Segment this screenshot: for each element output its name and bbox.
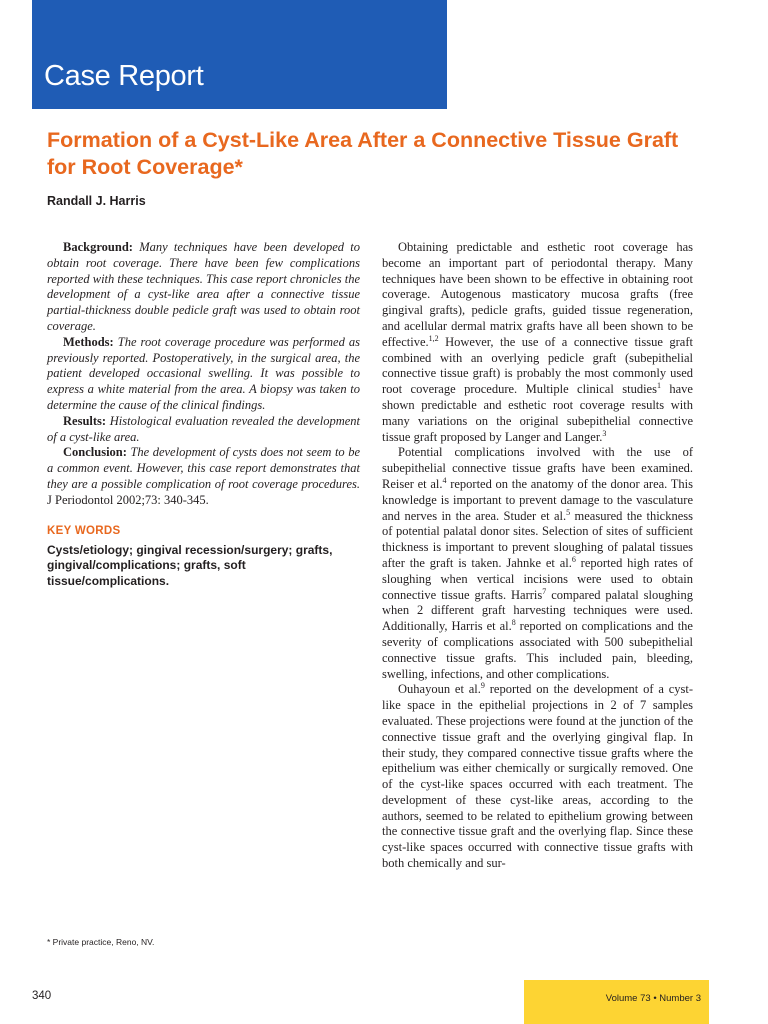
body-text: Ouhayoun et al. (398, 682, 481, 697)
volume-info: Volume 73 • Number 3 (605, 993, 701, 1004)
citation-ref: 1,2 (428, 333, 439, 343)
body-text: reported high rates of sloughing when vertical incisions were used to obtain connective tissue grafts. Harris (382, 555, 693, 602)
body-text: reported on the development of a cyst-like space in the epithelial projections in 2 of 7 samples evaluated. These projections were found at the junction of the connective tissue graft and the overlying gingival flap. In their study, they compared connective tissue grafts where the epithelium was either chemically or surgically removed. One of the cyst-like spaces occurred with each treatment. The development of these cyst-like areas, according to the authors, seemed to be related to epithelium growing between the connective tissue graft and the overlying flap. Since these cyst-like spaces occurred with connective tissue grafts with both chemically and sur- (382, 682, 693, 871)
body-text: Obtaining predictable and esthetic root coverage has become an important part of periodontal therapy. Many techniques have been shown to be effective in obtaining root coverage. Autogenous masticatory mucosa grafts (free gingival grafts), pedicle grafts, guided tissue regeneration, and acellular dermal matrix grafts have all been shown to be effective. (382, 240, 693, 349)
citation-ref: 6 (571, 554, 576, 564)
abstract-conclusion-label: Conclusion: (63, 445, 127, 460)
body-paragraph-3 (382, 682, 693, 872)
abstract-results-label: Results: (63, 413, 107, 428)
abstract-conclusion-text: The development of cysts does not seem to be a common event. However, this case report demonstrates that they are a possible complication of root coverage procedures. (47, 445, 360, 491)
body-text: reported on complications and the severity of complications associated with 500 subepithelial connective tissue grafts. This included pain, bleeding, swelling, infections, and other complications. (382, 619, 693, 681)
abstract-conclusion (47, 445, 360, 508)
abstract-results (47, 414, 360, 446)
citation-ref: 1 (656, 381, 661, 391)
article-title: Formation of a Cyst-Like Area After a Connective Tissue Graft for Root Coverage* (47, 128, 679, 179)
citation-ref: 3 (602, 428, 607, 438)
footer-band (524, 980, 709, 1024)
abstract (47, 240, 360, 509)
body-text: reported on the anatomy of the donor area. This knowledge is important to prevent damage to the vasculature and nerves in the area. Studer et al. (382, 476, 693, 523)
abstract-background-label: Background: (63, 240, 133, 254)
body-paragraph-1 (382, 240, 693, 445)
body-text: However, the use of a connective tissue graft combined with an overlying pedicle graft (subepithelial connective tissue graft) is probably the most commonly used root coverage procedure. Multiple clinical studies (382, 334, 693, 397)
keywords-list: Cysts/etiology; gingival recession/surgery; grafts, gingival/complications; grafts, soft tissue/complications. (47, 542, 333, 588)
body-text: measured the thickness of potential palatal donor sites. Selection of sites of sufficient thickness is important to prevent sloughing of palatal tissues after the graft is taken. Jahnke et al. (382, 508, 693, 570)
body-text: Potential complications involved with the use of subepithelial connective tissue grafts have been examined. Reiser et al. (382, 445, 693, 491)
citation-ref: 7 (542, 586, 547, 596)
page-number: 340 (32, 990, 52, 1002)
article-author: Randall J. Harris (47, 194, 146, 208)
abstract-background (47, 240, 360, 335)
abstract-methods-label: Methods: (63, 334, 114, 349)
section-label: Case Report (44, 60, 204, 92)
body-paragraph-2 (382, 445, 693, 682)
footnote: * Private practice, Reno, NV. (47, 937, 155, 947)
left-column (47, 240, 360, 589)
right-column (382, 240, 693, 872)
citation-ref: 5 (566, 507, 571, 517)
abstract-results-text: Histological evaluation revealed the development of a cyst-like area. (47, 413, 360, 444)
abstract-citation: J Periodontol 2002;73: 340-345. (47, 492, 209, 507)
abstract-background-text: Many techniques have been developed to obtain root coverage. There have been few complications reported with these techniques. This case report chronicles the development of a cyst-like area after a connective tissue partial-thickness double pedicle graft was used to obtain root coverage. (47, 240, 361, 333)
abstract-methods-text: The root coverage procedure was performed as previously reported. Postoperatively, in the surgical area, the patient developed occasional swelling. It was possible to express a white material from the area. A biopsy was taken to determine the cause of the clinical findings. (47, 334, 360, 412)
section-banner (32, 0, 447, 109)
citation-ref: 4 (442, 475, 447, 485)
citation-ref: 8 (511, 617, 516, 627)
keywords-heading: KEY WORDS (47, 524, 121, 537)
body-text: compared palatal sloughing when 2 different graft harvesting techniques were used. Additionally, Harris et al. (382, 587, 693, 634)
abstract-methods (47, 335, 360, 414)
body-text: have shown predictable and esthetic root coverage results with many variations on the original subepithelial connective tissue graft proposed by Langer and Langer. (382, 382, 693, 444)
citation-ref: 9 (480, 681, 485, 691)
